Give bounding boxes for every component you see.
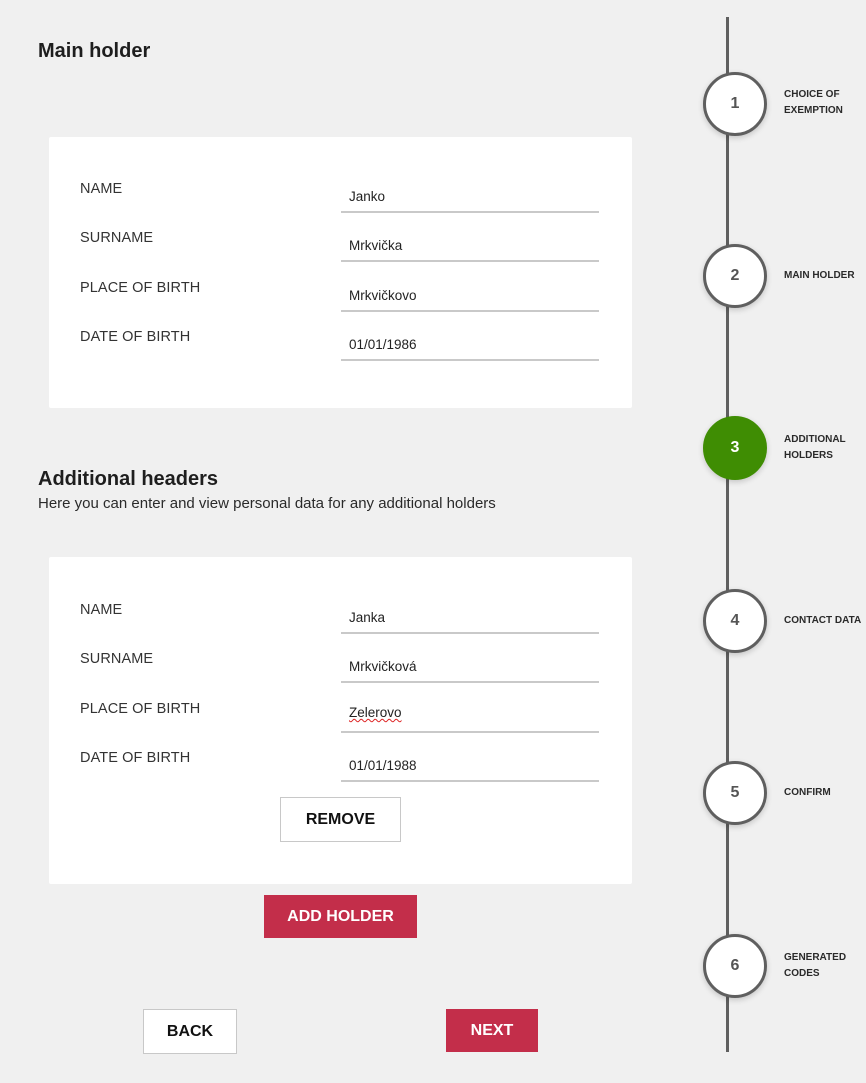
additional-date-of-birth-input[interactable] [341, 744, 599, 782]
surname-label: SURNAME [80, 651, 154, 667]
date-of-birth-label: DATE OF BIRTH [80, 329, 191, 345]
name-label: NAME [80, 602, 123, 618]
progress-timeline-line [726, 17, 729, 1052]
step-label-line: CONFIRM [784, 787, 831, 798]
additional-place-of-birth-row [49, 695, 632, 735]
additional-date-of-birth-row [49, 744, 632, 784]
step-6-circle[interactable]: 6 [703, 934, 767, 998]
additional-name-input[interactable] [341, 596, 599, 634]
place-of-birth-label: PLACE OF BIRTH [80, 280, 201, 296]
next-button[interactable]: NEXT [446, 1009, 538, 1052]
remove-button[interactable]: REMOVE [280, 797, 401, 842]
date-of-birth-label: DATE OF BIRTH [80, 750, 191, 766]
step-5-label [784, 785, 864, 801]
step-label-line: HOLDERS [784, 450, 833, 461]
main-date-of-birth-row [49, 323, 632, 363]
main-name-row [49, 175, 632, 215]
additional-title: Additional headers [38, 468, 219, 490]
main-date-of-birth-input[interactable] [341, 323, 599, 361]
place-of-birth-value: Zelerovo [349, 705, 402, 720]
additional-surname-row [49, 645, 632, 685]
step-1-circle[interactable]: 1 [703, 72, 767, 136]
step-label-line: CONTACT DATA [784, 615, 862, 626]
additional-name-row [49, 596, 632, 636]
main-surname-input[interactable] [341, 224, 599, 262]
step-label-line: GENERATED [784, 952, 847, 963]
step-label-line: CHOICE OF [784, 89, 840, 100]
additional-subtitle: Here you can enter and view personal data for any additional holders [38, 495, 496, 512]
main-holder-card [49, 137, 632, 408]
step-label-line: ADDITIONAL [784, 434, 846, 445]
place-of-birth-label: PLACE OF BIRTH [80, 701, 201, 717]
surname-label: SURNAME [80, 230, 154, 246]
main-place-of-birth-row [49, 274, 632, 314]
additional-surname-input[interactable] [341, 645, 599, 683]
name-label: NAME [80, 181, 123, 197]
step-5-circle[interactable]: 5 [703, 761, 767, 825]
step-3-label [784, 432, 864, 464]
step-4-label [784, 613, 864, 629]
step-6-label [784, 950, 864, 982]
step-1-label [784, 87, 864, 119]
back-button[interactable]: BACK [143, 1009, 237, 1054]
step-3-circle[interactable]: 3 [703, 416, 767, 480]
main-place-of-birth-input[interactable] [341, 274, 599, 312]
main-holder-title: Main holder [38, 40, 151, 62]
main-surname-row [49, 224, 632, 264]
step-2-circle[interactable]: 2 [703, 244, 767, 308]
step-label-line: EXEMPTION [784, 105, 843, 116]
step-2-label [784, 268, 864, 284]
step-label-line: CODES [784, 968, 820, 979]
additional-holder-card [49, 557, 632, 884]
main-name-input[interactable] [341, 175, 599, 213]
step-4-circle[interactable]: 4 [703, 589, 767, 653]
additional-place-of-birth-input[interactable] [341, 695, 599, 733]
step-label-line: MAIN HOLDER [784, 270, 855, 281]
add-holder-button[interactable]: ADD HOLDER [264, 895, 417, 938]
